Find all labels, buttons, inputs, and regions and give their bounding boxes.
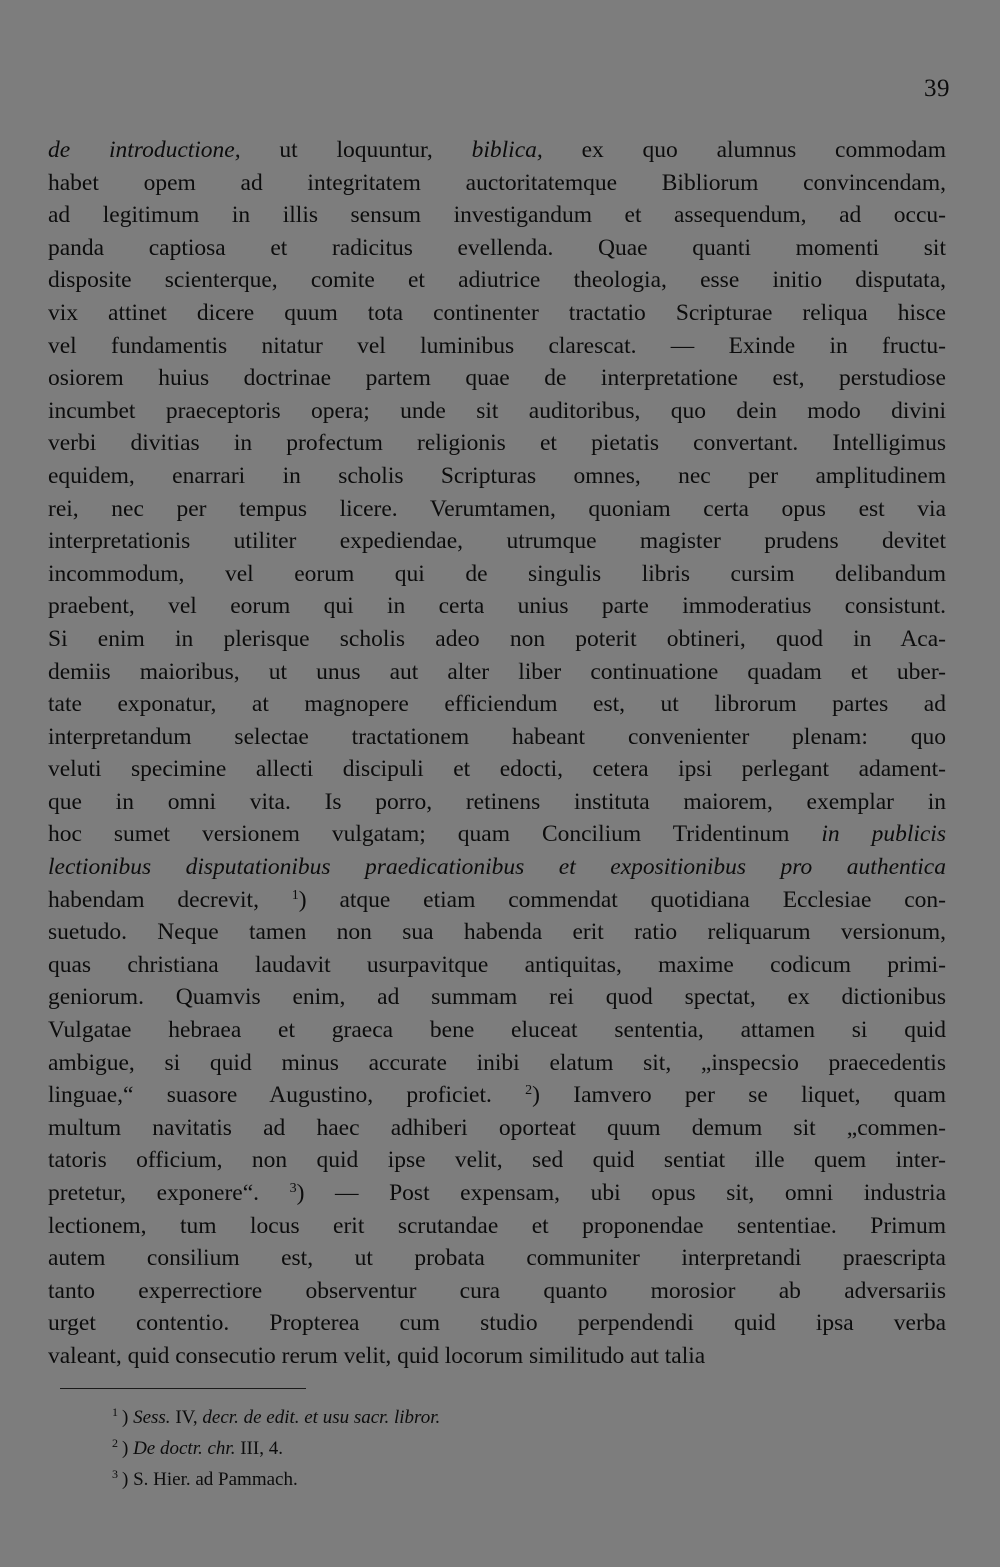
text-line (48, 1047, 946, 1080)
text-line (48, 884, 946, 917)
text-line (48, 623, 946, 656)
text-line (48, 981, 946, 1014)
italic-text: decr. de edit. et usu sacr. libror. (202, 1407, 441, 1428)
text-run: panda captiosa et radicitus evellenda. Quae quanti momenti sit (48, 234, 946, 261)
text-run: III, 4. (235, 1438, 283, 1459)
text-run: praebent, vel eorum qui in certa unius parte immoderatius consistunt. (48, 593, 946, 620)
text-run: vix attinet dicere quum tota continenter tractatio Scripturae reliqua hisce (48, 299, 946, 326)
text-line (48, 232, 946, 265)
text-run: lectionem, tum locus erit scrutandae et proponendae sententiae. Primum (48, 1212, 946, 1239)
text-run: tanto experrectiore observentur cura quanto morosior ab adversariis (48, 1277, 946, 1304)
text-run: multum navitatis ad haec adhiberi oporteat quum demum sit „commen- (48, 1114, 946, 1141)
text-run: ) — Post expensam, ubi opus sit, omni industria (296, 1180, 946, 1206)
body-text (48, 134, 946, 1373)
text-run: ) (122, 1407, 134, 1428)
text-run: urget contentio. Propterea cum studio perpendendi quid ipsa verba (48, 1310, 946, 1337)
text-line (48, 1014, 946, 1047)
footnote-marker: 2 (525, 1083, 533, 1099)
text-line (48, 590, 946, 623)
text-run: Si enim in plerisque scholis adeo non poterit obtineri, quod in Aca- (48, 625, 946, 652)
text-run: ) atque etiam commendat quotidiana Ecclesiae con- (298, 886, 946, 913)
text-run: ambigue, si quid minus accurate inibi elatum sit, „inspecsio praecedentis (48, 1049, 946, 1076)
text-line (48, 1079, 946, 1112)
text-run: linguae,“ suasore Augustino, proficiet. (48, 1082, 526, 1109)
text-run: ) Iamvero per se liquet, quam (532, 1082, 946, 1109)
text-run: ad legitimum in illis sensum investigandum et assequendum, ad occu- (48, 202, 946, 229)
text-run: quas christiana laudavit usurpavitque antiquitas, maxime codicum primi- (48, 951, 946, 978)
text-line (48, 493, 946, 526)
text-line (48, 460, 946, 493)
italic-text: biblica, (471, 137, 543, 163)
text-line (48, 1307, 946, 1340)
footnote-marker: 3 (112, 1467, 118, 1481)
text-line (48, 753, 946, 786)
text-line (48, 851, 946, 884)
footnote-rule (60, 1388, 306, 1389)
footnote-marker: 2 (112, 1436, 118, 1450)
text-run: ex quo alumnus commodam (542, 137, 946, 163)
text-run: habet opem ad integritatem auctoritatemque Bibliorum convincendam, (48, 169, 946, 196)
text-line (48, 264, 946, 297)
text-run: verbi divitias in profectum religionis et pietatis convertant. Intelligimus (48, 430, 946, 457)
text-line (48, 916, 946, 949)
text-run: IV, (170, 1407, 203, 1428)
footnote (112, 1464, 712, 1495)
text-run: pretetur, exponere“. (48, 1180, 290, 1206)
text-run: veluti specimine allecti discipuli et edocti, cetera ipsi perlegant adament- (48, 756, 946, 783)
text-line (48, 199, 946, 232)
text-line (48, 297, 946, 330)
text-run: ut loquuntur, (240, 137, 472, 163)
italic-text: in publicis (821, 821, 946, 848)
text-run: disposite scienterque, comite et adiutrice theologia, esse initio disputata, (48, 267, 946, 294)
text-line (48, 1177, 946, 1210)
footnote (112, 1433, 712, 1464)
text-run: valeant, quid consecutio rerum velit, quid locorum similitudo aut talia (48, 1342, 706, 1369)
text-line (48, 688, 946, 721)
text-line (48, 330, 946, 363)
text-line (48, 1112, 946, 1145)
italic-text: Sess. (133, 1407, 171, 1428)
footnote-marker: 3 (289, 1181, 297, 1196)
text-line (48, 1210, 946, 1243)
text-run: tate exponatur, at magnopere efficiendum est, ut librorum partes ad (48, 691, 946, 718)
text-run: autem consilium est, ut probata communiter interpretandi praescripta (48, 1245, 946, 1272)
text-run: interpretationis utiliter expediendae, utrumque magister prudens devitet (48, 528, 946, 555)
text-line (48, 721, 946, 754)
text-run: hoc sumet versionem vulgatam; quam Concilium Tridentinum (48, 821, 822, 848)
text-run: tatoris officium, non quid ipse velit, sed quid sentiat ille quem inter- (48, 1147, 946, 1174)
text-run: geniorum. Quamvis enim, ad summam rei quod spectat, ex dictionibus (48, 984, 946, 1011)
text-line (48, 949, 946, 982)
text-line (48, 167, 946, 200)
text-run: suetudo. Neque tamen non sua habenda erit ratio reliquarum versionum, (48, 919, 946, 946)
italic-text: De doctr. chr. (133, 1438, 236, 1459)
text-line (48, 1242, 946, 1275)
text-line (48, 558, 946, 591)
text-run: ) S. Hier. ad Pammach. (122, 1469, 298, 1490)
text-run: vel fundamentis nitatur vel luminibus clarescat. — Exinde in fructu- (48, 332, 946, 359)
text-run: demiis maioribus, ut unus aut alter liber continuatione quadam et uber- (48, 658, 946, 685)
text-line (48, 395, 946, 428)
footnotes (112, 1402, 712, 1495)
text-line (48, 362, 946, 395)
text-line (48, 1144, 946, 1177)
text-line (48, 656, 946, 689)
footnote-marker: 1 (291, 887, 299, 903)
text-line (48, 134, 946, 167)
text-line (48, 1340, 946, 1373)
text-run: que in omni vita. Is porro, retinens instituta maiorem, exemplar in (48, 788, 946, 815)
text-run: ) (122, 1438, 134, 1459)
text-run: interpretandum selectae tractationem habeant convenienter plenam: quo (48, 723, 946, 750)
text-line (48, 786, 946, 819)
text-run: equidem, enarrari in scholis Scripturas omnes, nec per amplitudinem (48, 462, 946, 489)
italic-text: de introductione, (48, 137, 241, 163)
text-run: osiorem huius doctrinae partem quae de interpretatione est, perstudiose (48, 365, 946, 392)
page-number: 39 (924, 75, 950, 102)
text-run: Vulgatae hebraea et graeca bene eluceat sententia, attamen si quid (48, 1017, 946, 1044)
text-line (48, 427, 946, 460)
text-line (48, 525, 946, 558)
text-run: rei, nec per tempus licere. Verumtamen, quoniam certa opus est via (48, 495, 946, 522)
footnote (112, 1402, 712, 1433)
footnote-marker: 1 (112, 1405, 118, 1419)
text-line (48, 1275, 946, 1308)
text-run: habendam decrevit, (48, 886, 292, 913)
text-line (48, 818, 946, 851)
text-run: incommodum, vel eorum qui de singulis libris cursim delibandum (48, 560, 946, 587)
italic-text: lectionibus disputationibus praedicationibus et expositionibus pro authentica (48, 854, 946, 881)
text-run: incumbet praeceptoris opera; unde sit auditoribus, quo dein modo divini (48, 397, 946, 424)
